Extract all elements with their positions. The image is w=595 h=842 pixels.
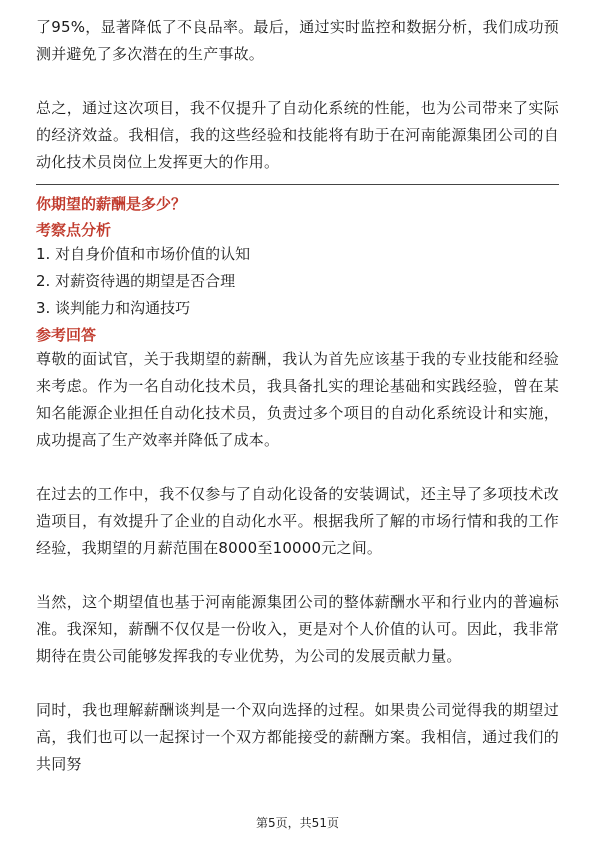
answer-paragraph-2: 在过去的工作中，我不仅参与了自动化设备的安装调试，还主导了多项技术改造项目，有效提升了企业的自动化水平。根据我所了解的市场行情和我的工作经验，我期望的月薪范围在8000至10000元之间。	[36, 485, 559, 557]
document-page	[36, 14, 559, 778]
answer-paragraph-3: 当然，这个期望值也基于河南能源集团公司的整体薪酬水平和行业内的普遍标准。我深知，薪酬不仅仅是一份收入，更是对个人价值的认可。因此，我非常期待在贵公司能够发挥我的专业优势，为公司的发展贡献力量。	[36, 593, 559, 665]
paragraph-gap	[36, 670, 559, 697]
intro-paragraph-2: 总之，通过这次项目，我不仅提升了自动化系统的性能，也为公司带来了实际的经济效益。我相信，我的这些经验和技能将有助于在河南能源集团公司的自动化技术员岗位上发挥更大的作用。	[36, 99, 559, 171]
answer-label: 参考回答	[36, 326, 97, 344]
section-divider	[36, 184, 559, 185]
analysis-item-text: 对薪资待遇的期望是否合理	[55, 272, 236, 290]
analysis-item	[36, 295, 559, 322]
analysis-label: 考察点分析	[36, 221, 112, 239]
answer-paragraph-1: 尊敬的面试官，关于我期望的薪酬，我认为首先应该基于我的专业技能和经验来考虑。作为一名自动化技术员，我具备扎实的理论基础和实践经验，曾在某知名能源企业担任自动化技术员，负责过多个项目的自动化系统设计和实施，成功提高了生产效率并降低了成本。	[36, 350, 559, 449]
analysis-item-text: 谈判能力和沟通技巧	[55, 299, 191, 317]
question-heading: 你期望的薪酬是多少？	[36, 195, 187, 213]
analysis-item-text: 对自身价值和市场价值的认知	[55, 245, 251, 263]
analysis-item-number: 2.	[36, 272, 51, 290]
paragraph-gap	[36, 562, 559, 589]
analysis-item-number: 3.	[36, 299, 51, 317]
analysis-item	[36, 241, 559, 268]
page-footer: 第5页，共51页	[256, 816, 339, 830]
paragraph-gap	[36, 454, 559, 481]
analysis-item	[36, 268, 559, 295]
analysis-item-number: 1.	[36, 245, 51, 263]
paragraph-gap	[36, 68, 559, 95]
intro-paragraph-1: 了95%，显著降低了不良品率。最后，通过实时监控和数据分析，我们成功预测并避免了多次潜在的生产事故。	[36, 18, 559, 63]
answer-paragraph-4: 同时，我也理解薪酬谈判是一个双向选择的过程。如果贵公司觉得我的期望过高，我们也可以一起探讨一个双方都能接受的薪酬方案。我相信，通过我们的共同努	[36, 701, 559, 773]
